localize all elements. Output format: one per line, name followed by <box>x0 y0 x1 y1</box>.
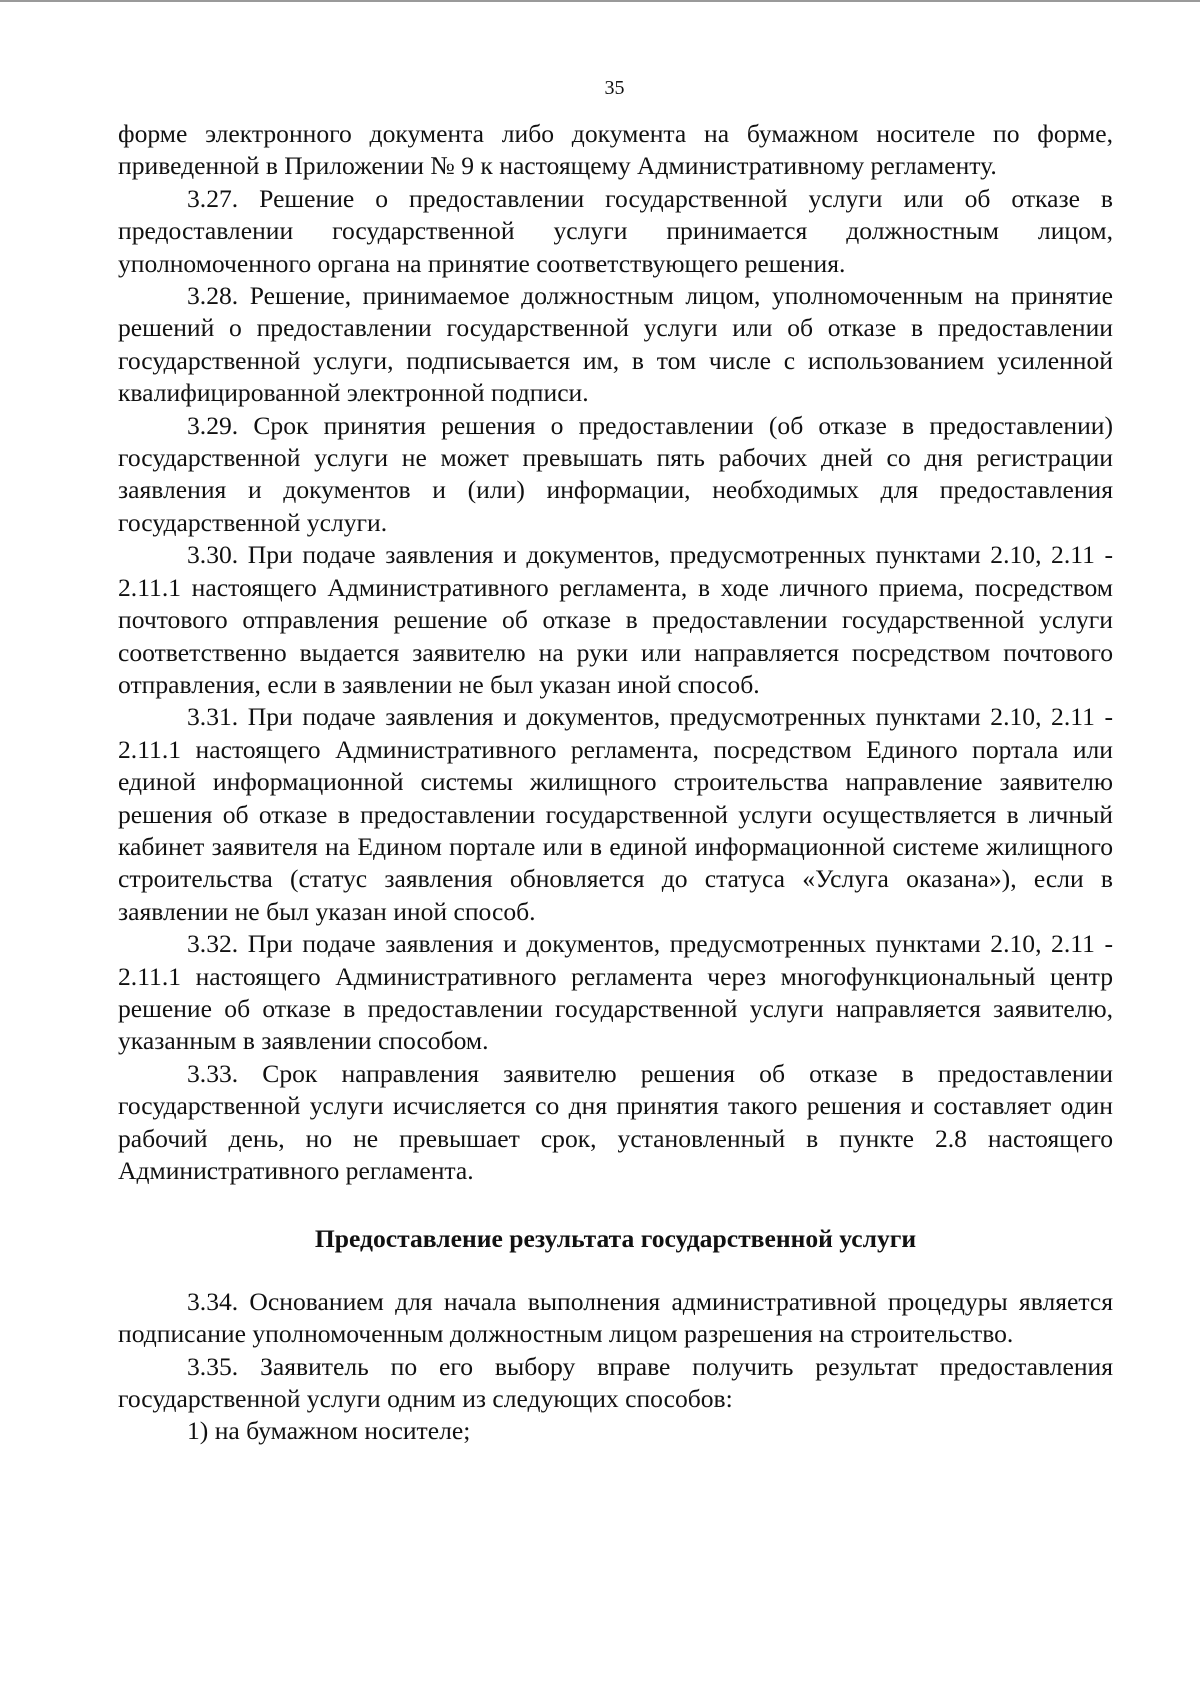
page-top-edge <box>0 0 1200 2</box>
paragraph-3-33: 3.33. Срок направления заявителю решения об отказе в предоставлении государственной услуги исчисляется со дня принятия такого решения и составляет один рабочий день, но не превышает срок, установленный в пункте 2.8 настоящего Административного регламента. <box>118 1058 1113 1185</box>
paragraph-3-31: 3.31. При подаче заявления и документов, предусмотренных пунктами 2.10, 2.11 - 2.11.1 настоящего Административного регламента, посредством Единого портала или единой информационной системы жилищного строительства направление заявителю решения об отказе в предоставлении государственной услуги осуществляется в личный кабинет заявителя на Едином портале или в единой информационной системе жилищного строительства (статус заявления обновляется до статуса «Услуга оказана»), если в заявлении не был указан иной способ. <box>118 702 1113 926</box>
paragraph-3-34: 3.34. Основанием для начала выполнения административной процедуры является подписание уполномоченным должностным лицом разрешения на строительство. <box>118 1286 1113 1349</box>
document-body <box>118 118 1113 1448</box>
paragraph-3-29: 3.29. Срок принятия решения о предоставлении (об отказе в предоставлении) государственной услуги не может превышать пять рабочих дней со дня регистрации заявления и документов и (или) информации, необходимых для предоставления государственной услуги. <box>118 410 1113 537</box>
list-item-paper: 1) на бумажном носителе; <box>187 1416 471 1446</box>
paragraph-continuation: форме электронного документа либо документа на бумажном носителе по форме, приведенной в Приложении № 9 к настоящему Административному регламенту. <box>118 119 1113 181</box>
paragraph-3-27: 3.27. Решение о предоставлении государственной услуги или об отказе в предоставлении государственной услуги принимается должностным лицом, уполномоченного органа на принятие соответствующего решения. <box>118 183 1113 278</box>
paragraph-3-35: 3.35. Заявитель по его выбору вправе получить результат предоставления государственной услуги одним из следующих способов: <box>118 1351 1113 1414</box>
page-number: 35 <box>604 77 625 99</box>
paragraph-3-30: 3.30. При подаче заявления и документов, предусмотренных пунктами 2.10, 2.11 - 2.11.1 настоящего Административного регламента, в ходе личного приема, посредством почтового отправления решение об отказе в предоставлении государственной услуги соответственно выдается заявителю на руки или направляется посредством почтового отправления, если в заявлении не был указан иной способ. <box>118 540 1113 699</box>
paragraph-3-28: 3.28. Решение, принимаемое должностным лицом, уполномоченным на принятие решений о предоставлении государственной услуги или об отказе в предоставлении государственной услуги, подписывается им, в том числе с использованием усиленной квалифицированной электронной подписи. <box>118 281 1113 408</box>
paragraph-3-32: 3.32. При подаче заявления и документов, предусмотренных пунктами 2.10, 2.11 - 2.11.1 настоящего Административного регламента через многофункциональный центр решение об отказе в предоставлении государственной услуги направляется заявителю, указанным в заявлении способом. <box>118 929 1113 1056</box>
section-heading: Предоставление результата государственной услуги <box>314 1224 917 1254</box>
